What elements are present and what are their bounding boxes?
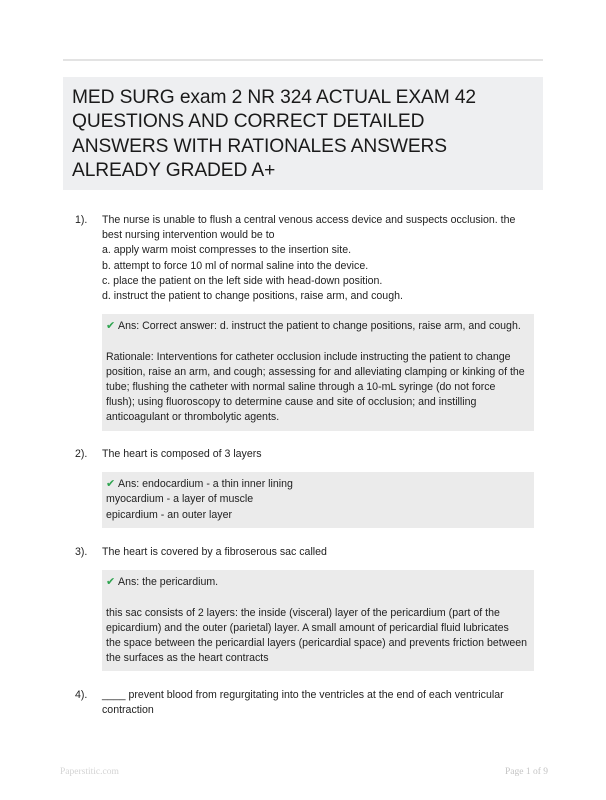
- checkmark-icon: ✔: [106, 320, 116, 333]
- rationale-line: the space between the pericardial layers (pericardial space) and prevents friction between: [106, 637, 528, 649]
- question-line: ____ prevent blood from regurgitating into the ventricles at the end of each ventricular: [102, 689, 504, 701]
- rationale-line: this sac consists of 2 layers: the inside (visceral) layer of the pericardium (part of the: [106, 606, 500, 619]
- question-3: [63, 545, 543, 671]
- top-divider: [63, 59, 543, 61]
- title-line: QUESTIONS AND CORRECT DETAILED: [72, 111, 425, 133]
- rationale-line: tube; flushing the catheter with normal saline through a 10-mL syringe (do not force: [106, 381, 496, 394]
- question-text: [102, 688, 537, 718]
- checkmark-icon: ✔: [106, 478, 116, 491]
- question-text: [102, 213, 537, 304]
- title-line: ALREADY GRADED A+: [72, 160, 276, 182]
- question-line: The heart is covered by a fibroserous sac called: [102, 546, 327, 558]
- title-line: ANSWERS WITH RATIONALES ANSWERS: [72, 135, 448, 157]
- question-line: The nurse is unable to flush a central venous access device and suspects occlusion. the: [102, 214, 516, 226]
- option-a: a. apply warm moist compresses to the insertion site.: [102, 244, 352, 257]
- title-line: MED SURG exam 2 NR 324 ACTUAL EXAM 42: [72, 87, 476, 108]
- question-number: 1).: [75, 214, 88, 226]
- question-text: [102, 447, 537, 462]
- answer-line: myocardium - a layer of muscle: [106, 493, 254, 506]
- question-1: [63, 213, 543, 431]
- question-4: [63, 688, 543, 718]
- option-c: c. place the patient on the left side with head-down position.: [102, 274, 383, 287]
- answer-line: epicardium - an outer layer: [106, 508, 233, 521]
- answer-line: [106, 319, 529, 334]
- answer-box: [102, 570, 534, 671]
- option-b: b. attempt to force 10 ml of normal saline into the device.: [102, 259, 369, 272]
- answer-text: Ans: Correct answer: d. instruct the patient to change positions, raise arm, and cough.: [118, 320, 521, 333]
- question-line: contraction: [102, 704, 154, 717]
- page-number: Page 1 of 9: [504, 767, 548, 777]
- rationale-line: the surfaces as the heart contracts: [106, 652, 269, 665]
- rationale-line: epicardium) and the outer (parietal) layer. A small amount of pericardial fluid lubricates: [106, 621, 509, 634]
- question-line: best nursing intervention would be to: [102, 229, 275, 242]
- question-number: 4).: [75, 689, 88, 701]
- answer-text: Ans: the pericardium.: [118, 576, 219, 589]
- rationale-line: anticoagulant or thrombolytic agents.: [106, 411, 280, 424]
- document-title: [72, 86, 535, 184]
- answer-box: [102, 472, 534, 528]
- question-number: 2).: [75, 448, 88, 460]
- answer-line: [106, 575, 529, 590]
- answer-text: Ans: endocardium - a thin inner lining: [118, 478, 293, 491]
- question-line: The heart is composed of 3 layers: [102, 448, 262, 460]
- footer-site: Paperstitic.com: [60, 767, 119, 777]
- rationale-line: flush); using fluoroscopy to determine cause and site of occlusion; and instilling: [106, 396, 477, 409]
- checkmark-icon: ✔: [106, 576, 116, 589]
- title-banner: [63, 77, 543, 190]
- question-number: 3).: [75, 546, 88, 558]
- question-2: [63, 447, 543, 528]
- answer-box: [102, 314, 534, 430]
- question-text: [102, 545, 537, 560]
- option-d: d. instruct the patient to change positions, raise arm, and cough.: [102, 290, 403, 303]
- rationale-line: position, raise an arm, and cough; assessing for and alleviating clamping or kinking of the: [106, 365, 525, 378]
- rationale-line: Rationale: Interventions for catheter occlusion include instructing the patient to change: [106, 350, 511, 363]
- answer-line: [106, 477, 529, 492]
